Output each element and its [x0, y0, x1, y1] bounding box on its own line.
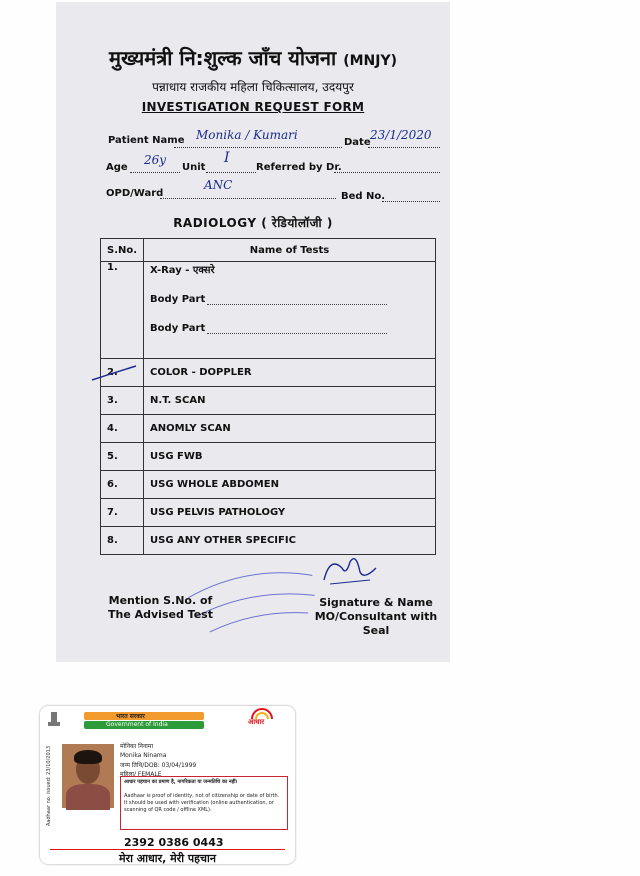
row-test-name: N.T. SCAN — [144, 387, 436, 415]
holder-gender: महिला/ FEMALE — [120, 771, 162, 778]
row-sno: 2. — [101, 359, 144, 387]
form-title: INVESTIGATION REQUEST FORM — [141, 100, 365, 114]
row-test-name: USG PELVIS PATHOLOGY — [144, 499, 436, 527]
referred-line — [334, 162, 440, 173]
row-test-name: COLOR - DOPPLER — [144, 359, 436, 387]
row-test-name: USG FWB — [144, 443, 436, 471]
scheme-title — [56, 44, 450, 71]
row-test-name: USG ANY OTHER SPECIFIC — [144, 527, 436, 555]
age-label: Age — [106, 162, 128, 173]
aadhaar-card — [40, 706, 295, 864]
bed-label: Bed No. — [341, 191, 386, 202]
signature-icon — [320, 550, 380, 590]
opd-value: ANC — [204, 178, 233, 192]
table-row — [101, 359, 436, 387]
footer-left — [108, 594, 213, 622]
age-value: 26y — [144, 153, 167, 167]
opd-line — [160, 188, 336, 199]
table-row — [101, 471, 436, 499]
patient-name-value: Monika / Kumari — [196, 128, 298, 142]
referred-label: Referred by Dr. — [256, 162, 342, 173]
red-divider — [50, 849, 285, 850]
photo-body — [66, 784, 110, 810]
row-sno: 5. — [101, 443, 144, 471]
tests-table — [100, 238, 436, 555]
aadhaar-logo-text: आधार — [248, 718, 265, 726]
date-label: Date — [344, 137, 371, 148]
emblem-icon — [46, 710, 62, 728]
body-part-2 — [150, 323, 429, 334]
footer-left-line2: The Advised Test — [108, 608, 213, 621]
header-test-name: Name of Tests — [144, 239, 436, 262]
xray-sno: 1. — [101, 262, 144, 359]
opd-label: OPD/Ward — [106, 188, 164, 199]
unit-line — [206, 162, 256, 173]
row-sno: 3. — [101, 387, 144, 415]
aadhaar-number: 2392 0386 0443 — [124, 836, 224, 849]
hospital-name: पन्नाधाय राजकीय महिला चिकित्सालय, उदयपुर — [152, 80, 354, 94]
patient-name-label: Patient Name — [108, 135, 185, 146]
row-sno: 7. — [101, 499, 144, 527]
aadhaar-note-box — [120, 776, 288, 830]
holder-photo — [62, 744, 114, 808]
holder-name-hindi: मोनिका निनामा — [120, 743, 154, 750]
aadhaar-slogan: मेरा आधार, मेरी पहचान — [119, 852, 216, 864]
bed-line — [382, 191, 440, 202]
table-row-xray — [101, 262, 436, 359]
gov-english: Government of India — [106, 721, 168, 728]
footer-right-line2: MO/Consultant with Seal — [314, 610, 438, 637]
table-row — [101, 443, 436, 471]
row-sno: 4. — [101, 415, 144, 443]
footer-left-line1: Mention S.No. of — [108, 594, 213, 607]
radiology-heading: RADIOLOGY ( रेडियोलॉजी ) — [173, 216, 333, 230]
body-part-2-line — [207, 324, 387, 334]
row-sno: 6. — [101, 471, 144, 499]
table-row — [101, 387, 436, 415]
note-english: Aadhaar is proof of identity, not of citizenship or date of birth. It should be used with verification (online authentication, or scanning of QR code / offline XML). — [124, 793, 280, 813]
row-sno: 8. — [101, 527, 144, 555]
date-value: 23/1/2020 — [370, 128, 432, 142]
holder-name-english: Monika Ninama — [120, 752, 167, 759]
note-hindi: आधार पहचान का प्रमाण है, नागरिकता या जन्मतिथि का नहीं। — [124, 779, 238, 785]
xray-label: X-Ray - एक्सरे — [150, 265, 215, 276]
aadhaar-issue-date: Aadhaar no. issued: 23/10/2013 — [46, 746, 52, 827]
check-mark-icon — [90, 360, 140, 384]
table-row — [101, 415, 436, 443]
table-header-row — [101, 239, 436, 262]
body-part-1 — [150, 294, 429, 305]
footer-right — [302, 596, 450, 638]
xray-cell — [144, 262, 436, 359]
row-test-name: ANOMLY SCAN — [144, 415, 436, 443]
investigation-request-form — [56, 2, 450, 662]
body-part-1-line — [207, 295, 387, 305]
header-sno: S.No. — [101, 239, 144, 262]
unit-value: I — [224, 150, 230, 166]
unit-label: Unit — [182, 162, 206, 173]
table-row — [101, 499, 436, 527]
footer-right-line1: Signature & Name — [319, 596, 433, 609]
row-test-name: USG WHOLE ABDOMEN — [144, 471, 436, 499]
table-row — [101, 527, 436, 555]
body-part-2-label: Body Part — [150, 323, 206, 334]
holder-dob: जन्म तिथि/DOB: 03/04/1999 — [120, 762, 197, 769]
photo-hair — [74, 750, 102, 764]
title-abbr: (MNJY) — [343, 53, 397, 69]
gov-hindi: भारत सरकार — [116, 713, 145, 720]
title-hindi: मुख्यमंत्री नि:शुल्क जाँच योजना — [109, 46, 337, 70]
body-part-1-label: Body Part — [150, 294, 206, 305]
